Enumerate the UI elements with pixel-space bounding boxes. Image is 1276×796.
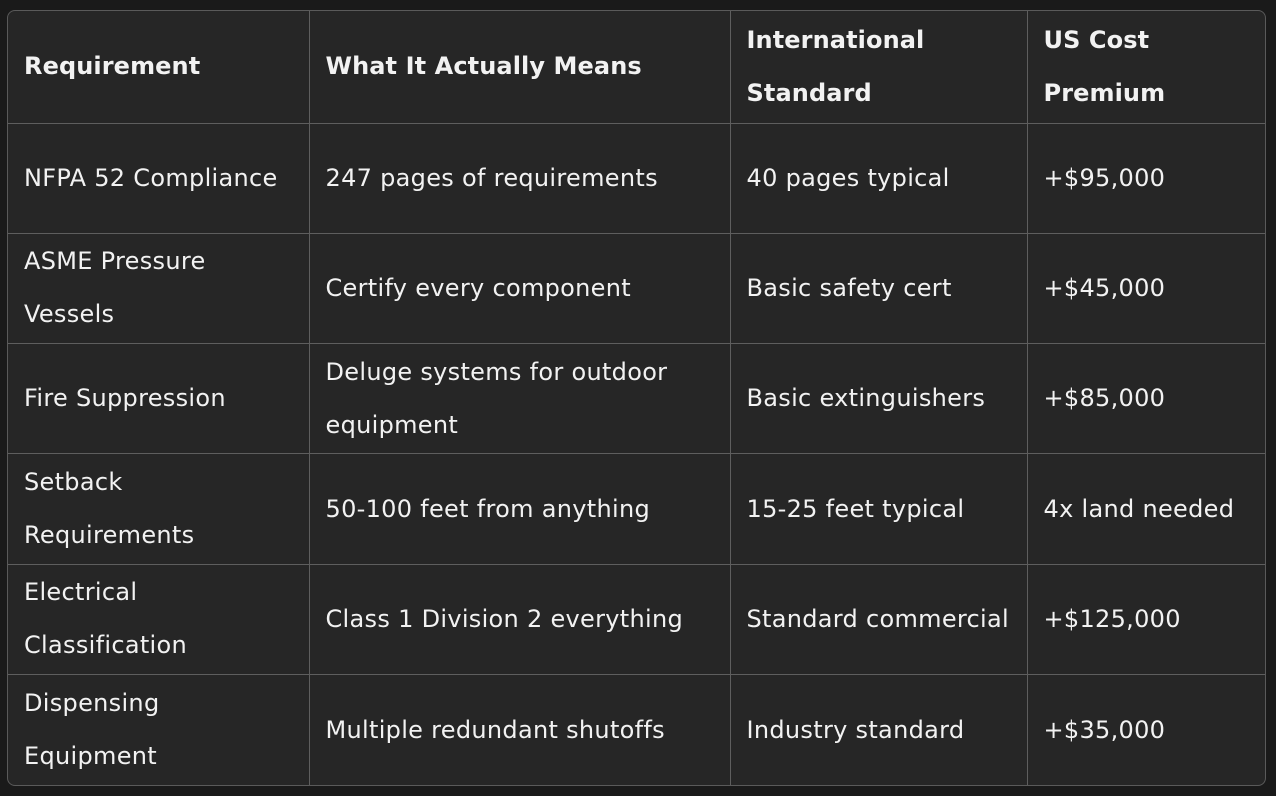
cell-requirement: Electrical Classification [8,564,309,674]
cell-meaning: Deluge systems for outdoor equipment [309,344,730,454]
table-row [8,123,1266,233]
cell-international: Standard commercial [730,564,1027,674]
cell-requirement: Dispensing Equipment [8,675,309,785]
cell-cost: +$95,000 [1027,123,1266,233]
table-row [8,344,1266,454]
cell-international: Basic extinguishers [730,344,1027,454]
cell-requirement: Setback Requirements [8,454,309,564]
cell-requirement: ASME Pressure Vessels [8,233,309,343]
cell-requirement: NFPA 52 Compliance [8,123,309,233]
table-header-row [8,11,1266,123]
cell-meaning: Multiple redundant shutoffs [309,675,730,785]
cell-international: 40 pages typical [730,123,1027,233]
cell-requirement: Fire Suppression [8,344,309,454]
cell-cost: +$85,000 [1027,344,1266,454]
cell-meaning: 247 pages of requirements [309,123,730,233]
table-row [8,675,1266,785]
header-us-cost-premium: US Cost Premium [1027,11,1266,123]
header-what-it-means: What It Actually Means [309,11,730,123]
table-row [8,233,1266,343]
cell-international: 15-25 feet typical [730,454,1027,564]
header-requirement: Requirement [8,11,309,123]
cell-cost: +$125,000 [1027,564,1266,674]
cell-cost: +$45,000 [1027,233,1266,343]
cell-meaning: 50-100 feet from anything [309,454,730,564]
header-international-standard: International Standard [730,11,1027,123]
cell-international: Basic safety cert [730,233,1027,343]
cell-international: Industry standard [730,675,1027,785]
table-row [8,564,1266,674]
cell-cost: 4x land needed [1027,454,1266,564]
cell-meaning: Certify every component [309,233,730,343]
requirements-table [8,11,1266,785]
table-row [8,454,1266,564]
table-container [7,10,1266,786]
cell-cost: +$35,000 [1043,715,1166,744]
cell-meaning: Class 1 Division 2 everything [309,564,730,674]
